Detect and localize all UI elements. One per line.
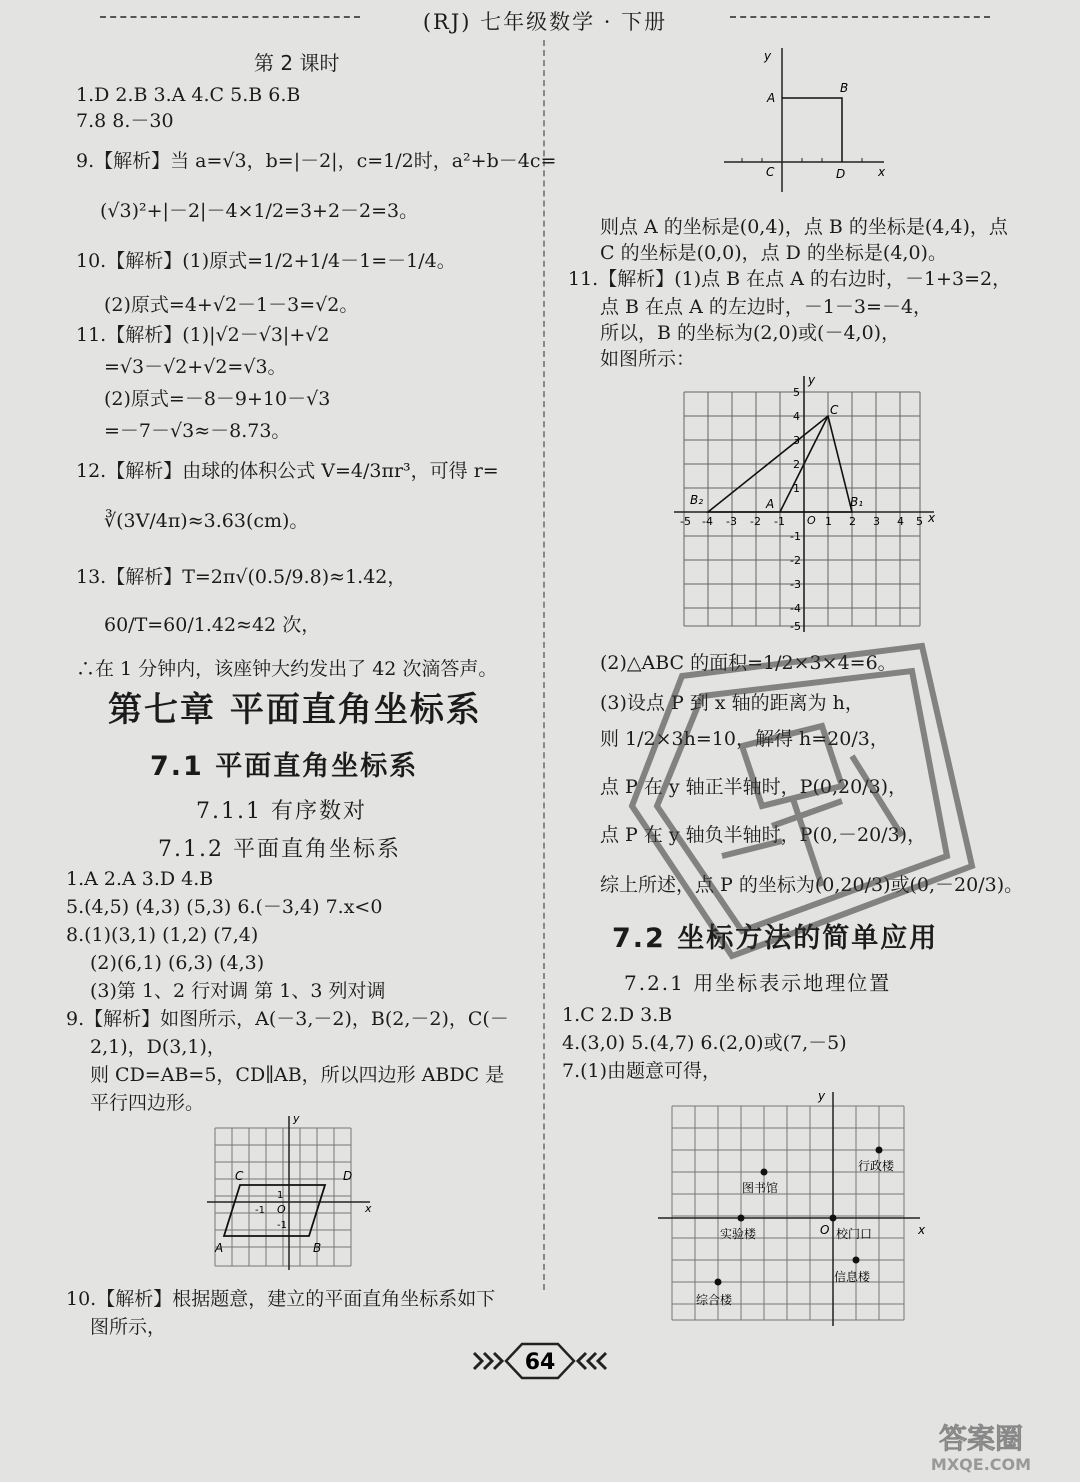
tick-label: 1 [277, 1190, 284, 1201]
tick-label: -1 [255, 1205, 265, 1216]
rectangle-shape [782, 98, 842, 162]
x-tick-label: -1 [774, 515, 785, 528]
answer-line: 7.8 8.－30 [76, 110, 174, 132]
origin-label: O [807, 514, 816, 527]
y-tick-label: 3 [793, 434, 800, 447]
point-label-b: B [313, 1241, 322, 1255]
point-label-d: D [343, 1169, 353, 1183]
subsection-title: 7.1.1 有序数对 [196, 799, 367, 824]
point-label-c: C [830, 403, 839, 417]
x-tick-label: 2 [849, 515, 856, 528]
answer-line: 综上所述，点 P 的坐标为(0,20/3)或(0,－20/3)。 [600, 874, 1024, 896]
subsection-title: 7.1.2 平面直角坐标系 [158, 837, 401, 862]
x-tick-label: -4 [702, 515, 713, 528]
location-label: 行政楼 [858, 1159, 895, 1173]
x-tick-label: -5 [680, 515, 691, 528]
y-tick-label: 1 [793, 482, 800, 495]
y-label: y [808, 373, 816, 387]
answer-line: (2)原式=4+√2－1－3=√2。 [104, 294, 359, 316]
point-label-b1: B₁ [850, 495, 864, 509]
answer-line: =－7－√3≈－8.73。 [104, 420, 291, 442]
location-dot [715, 1279, 722, 1286]
answer-line: (3)设点 P 到 x 轴的距离为 h， [600, 692, 864, 714]
x-tick-label: 3 [873, 515, 880, 528]
parallelogram-shape [224, 1185, 325, 1236]
watermark-url: MXQE.COM [930, 1455, 1032, 1474]
watermark-logo [896, 1416, 1066, 1476]
answer-line: ∴在 1 分钟内，该座钟大约发出了 42 次滴答声。 [76, 658, 498, 680]
answer-line: =√3－√2+√2=√3。 [104, 356, 287, 378]
text-run: 9.【解析】当 a=√3，b=|－2|，c= [76, 150, 384, 172]
y-tick-label: 5 [793, 386, 800, 399]
answer-line: 如图所示： [600, 348, 696, 370]
y-tick-label: -1 [790, 530, 801, 543]
triangle-figure [674, 372, 938, 634]
point-label-d: D [836, 167, 846, 181]
answer-line: (2)△ABC 的面积=1/2×3×4=6。 [600, 652, 897, 674]
campus-map-figure [658, 1088, 928, 1328]
point-label-b2: B₂ [690, 493, 704, 507]
origin-label: O [277, 1203, 286, 1216]
location-label: 信息楼 [834, 1270, 871, 1284]
answer-line: ∛(3V/4π)≈3.63(cm)。 [104, 510, 309, 532]
location-dot [853, 1257, 860, 1264]
answer-line: 平行四边形。 [90, 1092, 205, 1114]
y-tick-label: -2 [790, 554, 801, 567]
tick-label: -1 [277, 1220, 287, 1231]
answer-line: 8.(1)(3,1) (1,2) (7,4) [66, 924, 259, 946]
text-run: 时，a²+b－4c= [413, 150, 557, 172]
parallelogram-figure [205, 1112, 380, 1272]
header-title: (RJ) 七年级数学 · 下册 [422, 10, 668, 34]
answer-line: 11.【解析】(1)点 B 在点 A 的右边时，－1+3=2， [568, 268, 1012, 290]
answer-line: 则 1/2×3h=10，解得 h=20/3， [600, 728, 889, 750]
location-dot [876, 1147, 883, 1154]
answer-line: 13.【解析】T=2π√(0.5/9.8)≈1.42， [76, 566, 407, 588]
y-label: y [293, 1112, 300, 1125]
x-tick-label: 4 [897, 515, 904, 528]
x-tick-label: -3 [726, 515, 737, 528]
answer-line: 4.(3,0) 5.(4,7) 6.(2,0)或(7,－5) [562, 1032, 847, 1054]
answer-line [76, 148, 556, 175]
answer-line: (√3)²+|－2|－4×1/2=3+2－2=3。 [100, 200, 419, 222]
x-label: x [928, 511, 936, 525]
location-label: 图书馆 [742, 1181, 779, 1195]
y-tick-label: 2 [793, 458, 800, 471]
answer-line: 则 CD=AB=5，CD∥AB，所以四边形 ABDC 是 [90, 1064, 505, 1086]
answer-line: 11.【解析】(1)|√2－√3|+√2 [76, 324, 330, 346]
answer-line: (3)第 1、2 行对调 第 1、3 列对调 [90, 980, 386, 1002]
location-dot [830, 1215, 837, 1222]
answer-line: 1.A 2.A 3.D 4.B [66, 868, 214, 890]
location-label: 实验楼 [720, 1227, 757, 1241]
page-number: 64 [524, 1350, 556, 1375]
point-label-a: A [215, 1241, 224, 1255]
x-tick-label: 1 [825, 515, 832, 528]
y-tick-label: -4 [790, 602, 801, 615]
origin-label: O [820, 1223, 830, 1237]
answer-line: 10.【解析】根据题意，建立的平面直角坐标系如下 [66, 1288, 496, 1310]
y-tick-label: 4 [793, 410, 800, 423]
answer-line: C 的坐标是(0,0)，点 D 的坐标是(4,0)。 [600, 242, 947, 264]
section-title: 7.2 坐标方法的简单应用 [612, 923, 939, 954]
point-label-b: B [840, 81, 849, 95]
answer-line: 2,1)，D(3,1)， [90, 1036, 226, 1058]
point-label-c: C [766, 165, 775, 179]
point-label-a: A [767, 91, 776, 105]
answer-line: 60/T=60/1.42≈42 次， [104, 614, 321, 636]
answer-line: 10.【解析】(1)原式=1/2+1/4－1=－1/4。 [76, 250, 456, 272]
section-title: 7.1 平面直角坐标系 [150, 751, 419, 782]
location-label: 校门口 [836, 1227, 873, 1241]
subsection-title: 7.2.1 用坐标表示地理位置 [624, 971, 892, 995]
y-tick-label: -3 [790, 578, 801, 591]
watermark-text: 答案圈 [938, 1422, 1024, 1455]
x-label: x [918, 1223, 926, 1237]
answer-line: (2)(6,1) (6,3) (4,3) [90, 952, 265, 974]
answer-line: 则点 A 的坐标是(0,4)，点 B 的坐标是(4,4)，点 [600, 216, 1008, 238]
answer-line: 7.(1)由题意可得， [562, 1060, 722, 1082]
y-label: y [764, 49, 772, 63]
answer-line: 点 P 在 y 轴正半轴时，P(0,20/3)， [600, 776, 908, 798]
answer-line: 12.【解析】由球的体积公式 V=4/3πr³，可得 r= [76, 460, 499, 482]
answer-line: 所以，B 的坐标为(2,0)或(－4,0)， [600, 322, 901, 344]
rectangle-figure [724, 44, 894, 194]
x-label: x [878, 165, 886, 179]
x-label: x [365, 1202, 372, 1215]
x-tick-label: -2 [750, 515, 761, 528]
answer-line: 1.D 2.B 3.A 4.C 5.B 6.B [76, 84, 301, 106]
x-tick-label: 5 [916, 515, 923, 528]
answer-line: 点 B 在点 A 的左边时，－1－3=－4， [600, 296, 933, 318]
point-label-c: C [235, 1169, 244, 1183]
answer-line: 9.【解析】如图所示，A(－3,－2)，B(2,－2)，C(－ [66, 1008, 509, 1030]
answer-line: 5.(4,5) (4,3) (5,3) 6.(－3,4) 7.x<0 [66, 896, 383, 918]
lesson-title: 第 2 课时 [254, 51, 340, 75]
location-label: 综合楼 [696, 1293, 733, 1307]
right-column [548, 0, 1068, 1340]
y-label: y [818, 1089, 826, 1103]
point-label-a: A [766, 497, 775, 511]
location-dot [738, 1215, 745, 1222]
column-divider [543, 40, 545, 1290]
page-number-badge [470, 1336, 610, 1386]
answer-line: 图所示， [90, 1316, 167, 1338]
chapter-title: 第七章 平面直角坐标系 [108, 690, 482, 730]
answer-line: 1.C 2.D 3.B [562, 1004, 673, 1026]
answer-line: 点 P 在 y 轴负半轴时，P(0,－20/3)， [600, 824, 927, 846]
fraction: 1/2 [383, 150, 414, 172]
answer-line: (2)原式=－8－9+10－√3 [104, 388, 331, 410]
location-dot [761, 1169, 768, 1176]
y-tick-label: -5 [790, 620, 801, 633]
